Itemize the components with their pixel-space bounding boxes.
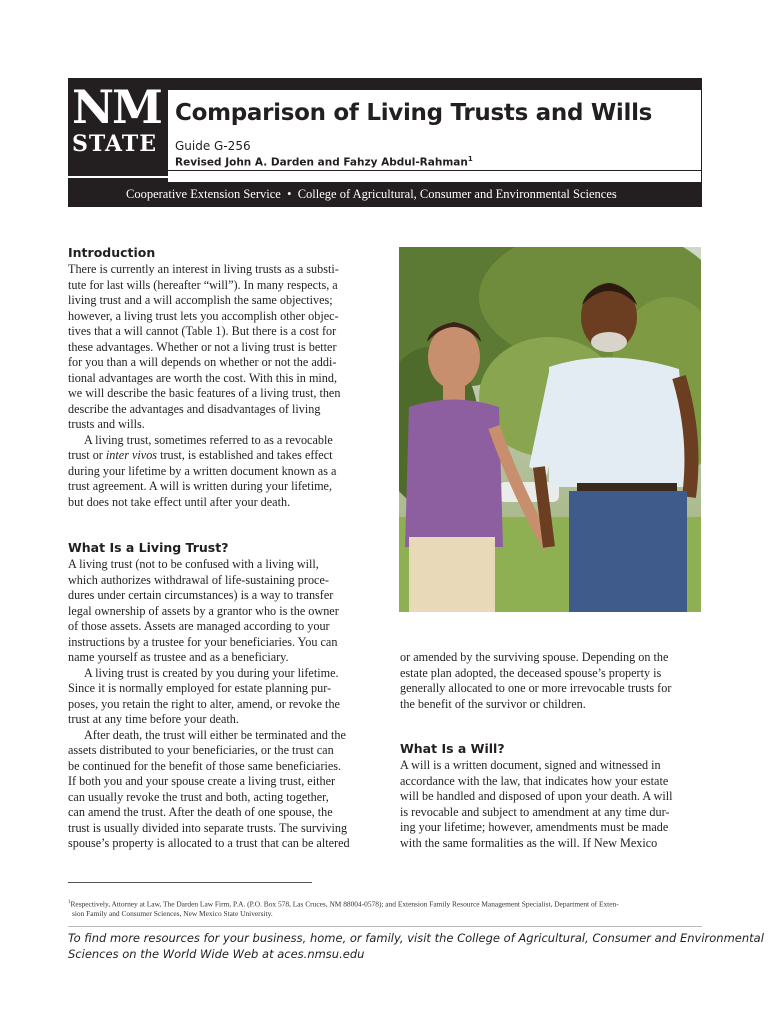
page-title: Comparison of Living Trusts and Wills [175, 100, 653, 126]
text-line: tives that a will cannot (Table 1). But there is a cost for [68, 324, 337, 338]
intro-p2-rest [68, 464, 378, 511]
living-trust-paragraph-2 [68, 666, 388, 728]
couple-photo [399, 247, 701, 612]
intro-body [68, 262, 378, 510]
footnote-text: Respectively, Attorney at Law, The Darden Law Firm, P.A. (P.O. Box 578, Las Cruces, NM 88004-0578); and Extension Family Resource Management Specialist, Department of Exten- [70, 899, 619, 909]
text-line: but does not take effect until after your death. [68, 494, 291, 509]
text-line: living trust and a will accomplish the same objectives; [68, 293, 333, 307]
will-body [400, 758, 705, 851]
logo-nm: NM [72, 80, 161, 134]
logo-divider [68, 176, 168, 178]
living-trust-heading: What Is a Living Trust? [68, 540, 229, 555]
logo-state: STATE [72, 131, 158, 157]
resources-line-1: To find more resources for your business, home, or family, visit the College of Agricultural, Consumer and Environmental [68, 931, 764, 945]
banner-text [126, 182, 617, 207]
intro-paragraph-2 [68, 433, 378, 511]
text-line: for you than a will depends on whether or not the addi- [68, 355, 337, 369]
text-line: Since it is normally employed for estate planning pur- [68, 681, 332, 695]
living-trust-continued [400, 650, 705, 712]
intro-heading: Introduction [68, 245, 156, 260]
text-line: we will describe the basic features of a living trust, then [68, 386, 341, 400]
intro-p2-line: A living trust, sometimes referred to as a revocable [84, 432, 333, 447]
intro-p2-line [68, 448, 378, 464]
text-line: A will is a written document, signed and witnessed in [400, 758, 661, 772]
text-line: If both you and your spouse create a living trust, either [68, 774, 336, 788]
text-line: estate plan adopted, the deceased spouse’s property is [400, 665, 662, 680]
text-run: trust, is established and takes effect [157, 448, 333, 462]
inter-vivos-term: inter vivos [105, 448, 158, 462]
extension-banner [68, 182, 702, 207]
header-step-horizontal [168, 170, 701, 171]
text-line: can usually revoke the trust and both, acting together, [68, 789, 329, 804]
footnote-marker: 1 [467, 155, 473, 163]
living-trust-paragraph-3 [68, 728, 388, 852]
text-line: assets distributed to your beneficiaries, or the trust can [68, 743, 334, 757]
living-trust-paragraph-1 [68, 557, 388, 666]
footnote-line [68, 898, 702, 909]
text-line: poses, you retain the right to alter, amend, or revoke the [68, 696, 340, 711]
text-line: After death, the trust will either be terminated and the [84, 727, 346, 742]
text-line: these advantages. Whether or not a living trust is better [68, 339, 337, 354]
text-line: accordance with the law, that indicates how your estate [400, 773, 669, 788]
text-line: legal ownership of assets by a grantor who is the owner [68, 603, 339, 618]
footnote [68, 898, 702, 919]
text-line: is revocable and subject to amendment at any time dur- [400, 804, 670, 819]
will-heading: What Is a Will? [400, 741, 505, 756]
resources-line-2: Sciences on the World Wide Web at aces.nmsu.edu [68, 947, 365, 961]
text-line: trusts and wills. [68, 417, 145, 431]
text-line: trust is usually divided into separate trusts. The surviving [68, 820, 348, 835]
text-line: which authorizes withdrawal of life-sustaining proce- [68, 572, 329, 587]
photo-illustration [399, 247, 701, 612]
text-line: ing your lifetime; however, amendments must be made [400, 820, 669, 834]
text-line: be continued for the benefit of those same beneficiaries. [68, 758, 342, 773]
text-line: the benefit of the survivor or children. [400, 696, 586, 711]
text-line: of those assets. Assets are managed according to your [68, 619, 330, 633]
text-line: generally allocated to one or more irrevocable trusts for [400, 681, 672, 695]
revised-authors: Revised John A. Darden and Fahzy Abdul-Rahman [175, 156, 468, 169]
bottom-rule [68, 926, 702, 927]
right-column [400, 650, 705, 712]
text-line: instructions by a trustee for your beneficiaries. You can [68, 634, 338, 649]
text-line: There is currently an interest in living trusts as a substi- [68, 262, 339, 276]
will-paragraph [400, 758, 705, 851]
banner-right: College of Agricultural, Consumer and Environmental Sciences [297, 187, 617, 201]
banner-left: Cooperative Extension Service [126, 187, 281, 201]
text-line: with the same formalities as the will. If New Mexico [400, 835, 658, 850]
text-line: or amended by the surviving spouse. Depending on the [400, 650, 669, 664]
guide-number: Guide G-256 [175, 139, 251, 153]
footnote-rule [68, 882, 312, 883]
text-line: A living trust (not to be confused with a living will, [68, 557, 319, 571]
text-line: tute for last wills (hereafter “will”). In many respects, a [68, 277, 338, 292]
text-line: trust at any time before your death. [68, 712, 239, 726]
text-line: will be handled and disposed of upon your death. A will [400, 789, 673, 803]
footnote-line: sion Family and Consumer Sciences, New Mexico State University. [72, 909, 273, 919]
text-run: trust or [68, 448, 106, 462]
resources-note [68, 930, 764, 962]
text-line: however, a living trust lets you accomplish other objec- [68, 308, 339, 323]
revised-by [175, 155, 473, 169]
text-line: name yourself as trustee and as a beneficiary. [68, 650, 289, 664]
text-line: during your lifetime by a written document known as a [68, 463, 337, 478]
text-line: can amend the trust. After the death of one spouse, the [68, 805, 333, 819]
living-trust-body [68, 557, 388, 852]
intro-paragraph-1 [68, 262, 378, 433]
text-line: dures under certain circumstances) is a way to transfer [68, 588, 334, 602]
text-line: describe the advantages and disadvantages of living [68, 401, 321, 416]
text-line: A living trust is created by you during your lifetime. [84, 665, 339, 680]
text-line: trust agreement. A will is written during your lifetime, [68, 479, 333, 493]
text-line: tional advantages are worth the cost. With this in mind, [68, 370, 338, 385]
footnote-marker: 1 [68, 900, 71, 905]
banner-bullet: • [287, 187, 292, 201]
text-line: spouse’s property is allocated to a trust that can be altered [68, 836, 350, 850]
header-step-vertical [701, 78, 702, 182]
